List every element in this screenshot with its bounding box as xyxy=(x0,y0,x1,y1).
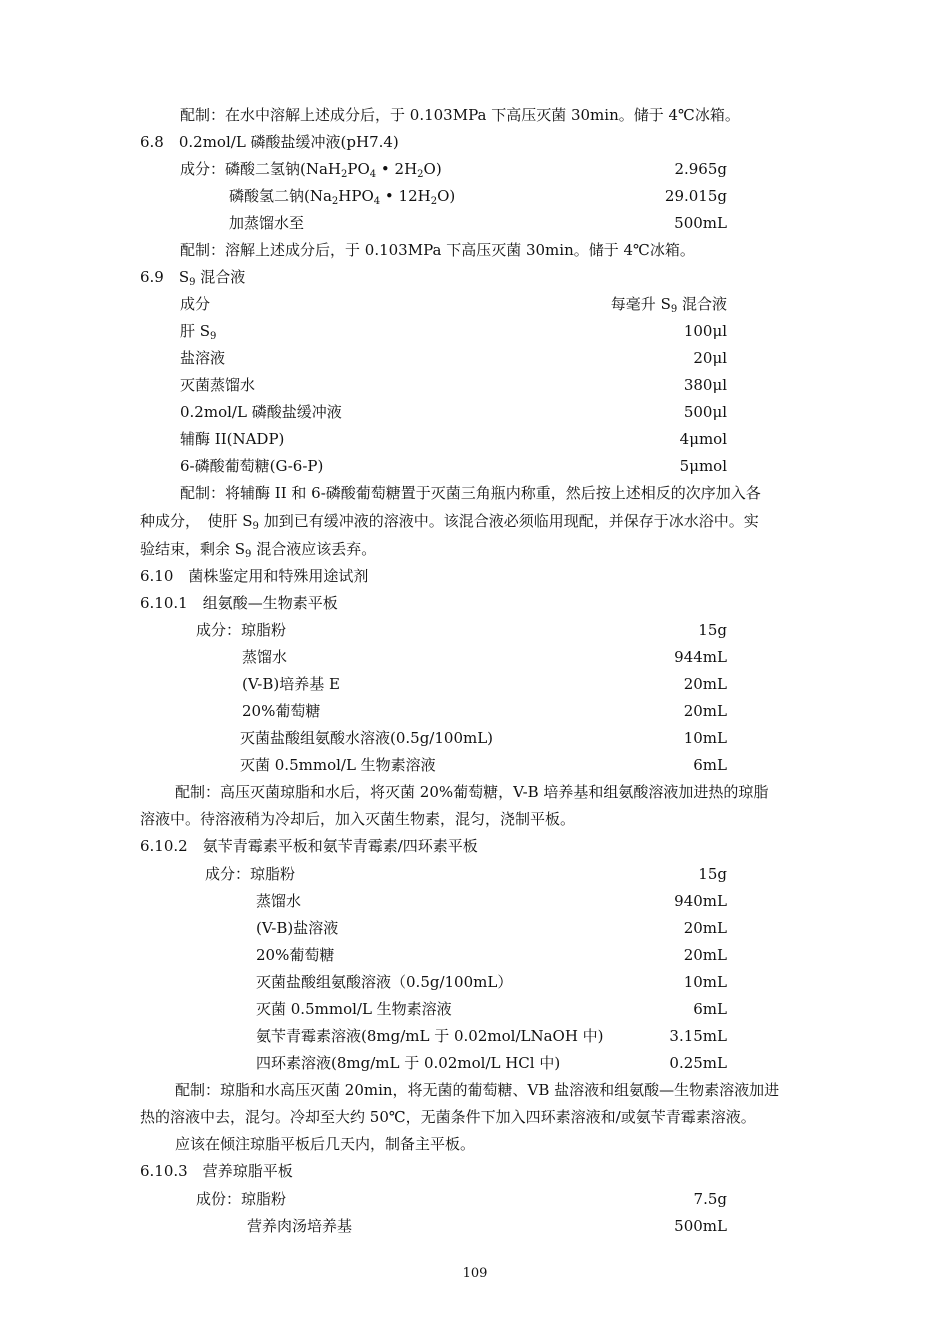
ingredient-row: 灭菌盐酸组氨酸水溶液(0.5g/100mL) xyxy=(240,729,494,747)
ingredient-amount: 380μl xyxy=(683,376,727,394)
ingredient-row: 成分：琼脂粉 xyxy=(196,621,287,639)
ingredient-amount: 500μl xyxy=(683,403,727,421)
paragraph-prep-6-10-2: 配制：琼脂和水高压灭菌 20min，将无菌的葡萄糖、VB 盐溶液和组氨酸—生物素溶液加进 xyxy=(175,1081,780,1099)
ingredient-row: 灭菌蒸馏水 xyxy=(180,376,256,394)
ingredient-row: 灭菌盐酸组氨酸溶液（0.5g/100mL） xyxy=(256,973,513,991)
ingredient-row: 6-磷酸葡萄糖(G-6-P) xyxy=(180,457,324,475)
ingredient-amount: 0.25mL xyxy=(669,1054,727,1072)
ingredient-amount: 10mL xyxy=(683,729,727,747)
ingredient-amount: 4μmol xyxy=(679,430,727,448)
ingredient-row: 灭菌 0.5mmol/L 生物素溶液 xyxy=(256,1000,452,1018)
ingredient-amount: 500mL xyxy=(674,214,727,232)
ingredient-row: 灭菌 0.5mmol/L 生物素溶液 xyxy=(240,756,436,774)
ingredient-amount: 500mL xyxy=(674,1217,727,1235)
paragraph-note: 应该在倾注琼脂平板后几天内，制备主平板。 xyxy=(175,1135,476,1153)
ingredient-amount: 20mL xyxy=(683,702,727,720)
paragraph-prep-6-10-1: 配制：高压灭菌琼脂和水后，将灭菌 20%葡萄糖，V-B 培养基和组氨酸溶液加进热的琼脂 xyxy=(175,783,769,801)
paragraph-prep-6-8: 配制：溶解上述成分后，于 0.103MPa 下高压灭菌 30min。储于 4℃冰箱。 xyxy=(180,241,695,259)
section-heading-6-10-3: 6.10.3 营养琼脂平板 xyxy=(140,1162,293,1180)
ingredient-amount: 10mL xyxy=(683,973,727,991)
ingredient-row: 肝 $S_9$ xyxy=(180,322,217,342)
ingredient-row: 氨苄青霉素溶液(8mg/mL 于 0.02mol/LNaOH 中) xyxy=(256,1027,604,1045)
ingredient-amount: 29.015g xyxy=(664,187,727,205)
section-heading-6-9: 6.9 $S_9$ 混合液 xyxy=(140,268,246,288)
section-heading-6-10: 6.10 菌株鉴定用和特殊用途试剂 xyxy=(140,567,369,585)
paragraph-prep-6-7: 配制：在水中溶解上述成分后，于 0.103MPa 下高压灭菌 30min。储于 4℃冰箱。 xyxy=(180,106,740,124)
ingredient-row: 加蒸馏水至 xyxy=(229,214,305,232)
ingredient-row: 成份：琼脂粉 xyxy=(196,1190,287,1208)
ingredient-row: 盐溶液 xyxy=(180,349,226,367)
paragraph-prep-6-9-cont: 种成分， 使肝 $S_9$ 加到已有缓冲液的溶液中。该混合液必须临用现配，并保存于冰水浴中。实 xyxy=(140,512,759,532)
ingredient-amount: 2.965g xyxy=(674,160,727,178)
ingredient-amount: 20mL xyxy=(683,919,727,937)
section-heading-6-10-2: 6.10.2 氨苄青霉素平板和氨苄青霉素/四环素平板 xyxy=(140,837,478,855)
ingredient-amount: 100μl xyxy=(683,322,727,340)
ingredient-row: 成分：磷酸二氢钠($NaH_2PO_4$ • $2H_2O$) xyxy=(180,160,442,180)
ingredient-amount: 5μmol xyxy=(679,457,727,475)
table-header-label: 成分 xyxy=(180,295,211,313)
ingredient-row: 20%葡萄糖 xyxy=(242,702,321,720)
ingredient-row: 营养肉汤培养基 xyxy=(247,1217,353,1235)
ingredient-amount: 944mL xyxy=(674,648,727,666)
section-heading-6-8: 6.8 0.2mol/L 磷酸盐缓冲液(pH7.4) xyxy=(140,133,399,151)
paragraph-prep-6-9-cont: 验结束，剩余 $S_9$ 混合液应该丢弃。 xyxy=(140,540,377,560)
ingredient-row: 蒸馏水 xyxy=(256,892,302,910)
paragraph-prep-6-9: 配制：将辅酶 II 和 6-磷酸葡萄糖置于灭菌三角瓶内称重，然后按上述相反的次序加入各 xyxy=(180,484,761,502)
ingredient-row: 磷酸氢二钠($Na_2HPO_4$ • $12H_2O$) xyxy=(229,187,456,207)
ingredient-amount: 3.15mL xyxy=(669,1027,727,1045)
ingredient-row: 辅酶 II(NADP) xyxy=(180,430,285,448)
page-number: 109 xyxy=(462,1266,488,1281)
ingredient-row: 成分：琼脂粉 xyxy=(205,865,296,883)
ingredient-row: 蒸馏水 xyxy=(242,648,288,666)
ingredient-amount: 15g xyxy=(698,621,727,639)
ingredient-amount: 940mL xyxy=(674,892,727,910)
ingredient-amount: 20mL xyxy=(683,675,727,693)
ingredient-row: 0.2mol/L 磷酸盐缓冲液 xyxy=(180,403,342,421)
ingredient-amount: 6mL xyxy=(693,1000,727,1018)
ingredient-row: 四环素溶液(8mg/mL 于 0.02mol/L HCl 中) xyxy=(256,1054,561,1072)
ingredient-amount: 15g xyxy=(698,865,727,883)
table-header-amount: 每毫升 $S_9$ 混合液 xyxy=(610,295,727,315)
ingredient-amount: 7.5g xyxy=(693,1190,727,1208)
ingredient-amount: 20mL xyxy=(683,946,727,964)
ingredient-row: (V-B)盐溶液 xyxy=(256,919,339,937)
paragraph-prep-6-10-1-cont: 溶液中。待溶液稍为冷却后，加入灭菌生物素，混匀，浇制平板。 xyxy=(140,810,576,828)
ingredient-amount: 20μl xyxy=(693,349,727,367)
ingredient-row: (V-B)培养基 E xyxy=(242,675,340,693)
paragraph-prep-6-10-2-cont: 热的溶液中去，混匀。冷却至大约 50℃，无菌条件下加入四环素溶液和/或氨苄青霉素溶液。 xyxy=(140,1108,756,1126)
ingredient-amount: 6mL xyxy=(693,756,727,774)
ingredient-row: 20%葡萄糖 xyxy=(256,946,335,964)
section-heading-6-10-1: 6.10.1 组氨酸—生物素平板 xyxy=(140,594,338,612)
